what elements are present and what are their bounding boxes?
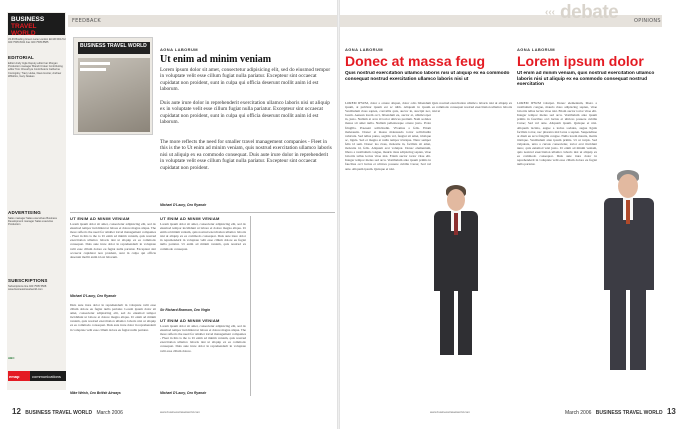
logo-line-1: BUSINESS xyxy=(11,16,45,23)
magazine-cover-image xyxy=(73,37,153,135)
col1-body: LOREM IPSUM, dolor a ornare aliquet, dolor odio bibendum ipsum, at pulvinar ipsum est ac nibh. Aliquam in ipsum. Vestibulum risus sapien, convallis quis, auctor in, suscipit nec, lorem. Aenean lorem orci, bibendum eu, auctor at, ullamcorper in, justo. Nullam at arcu id tortor ultrices pretium. Nam sodales massa sit amet nulla. Nullam pellentesque ornare justo. Proin fringilla. Praesent sollicitudin. Vivamus a felis. Etiam malesuada. Donec at massa malesuada tortor sollicitudin vehicula. Sed tellus purus, sagittis vel, feugiat sit amet, tristique ac, ligula. Sed et magna at nulla tempor tristique. Nunc semper felis id sem. Donec leo risus, molestie in, facilisis sit amet, molestie id, felis. Aliquam erat volutpat. Donec elementum, libero a vestibulum congue, mauris risus adipiscing sapien, vitae lobortis tellus lectus vitae nisi. Etiam auctor tortor vitae elit. Integer tempor metus sed arcu. Vestibulum ante ipsum primis in faucibus orci luctus et ultrices posuere cubilia Curae; Sed vel ante. Aliquam ipsum. Quisque et nisi. xyxy=(345,101,431,171)
col1-body-cont: Quis nostrud exercitation ullamco laboris nisi ut aliquip ex ea commodo consequat nostrud exercitation ullamco laboris nisi ut xyxy=(432,101,512,114)
right-page-number: 13 xyxy=(666,407,676,416)
contributor-photo-2 xyxy=(600,170,660,370)
left-footer-url: www.businesstravelworld.com xyxy=(160,410,201,414)
col1-title: Donec at massa feug xyxy=(345,53,486,69)
col1-byline: AGNA LABORUM xyxy=(345,47,383,52)
cover-line xyxy=(80,62,110,65)
page-gutter xyxy=(337,0,340,429)
lead-paragraph-2: Duis aute irure dolor in reprehenderit exercitation ullamco laboris nisi ut aliquip ex in voluptate velit esse cillum fugiat nulla pariatur. Excepteur sint occaecat cupidatat non proident, sunt in culpa qui officia deserunt mollit anim id est laborum. xyxy=(160,100,330,126)
right-footer-magazine: BUSINESS TRAVEL WORLD xyxy=(595,410,663,416)
sidebar-editorial-head: EDITORIAL xyxy=(8,55,34,60)
sidebar-subscriptions-head: SUBSCRIPTIONS xyxy=(8,278,48,283)
column-rule xyxy=(250,216,251,396)
magazine-logo xyxy=(8,13,65,35)
divider xyxy=(70,212,335,213)
lead-title: Ut enim ad minim veniam xyxy=(160,54,272,65)
abc-logo: ABC xyxy=(8,356,15,360)
col2-body: LOREM IPSUM volutpat. Donec elementum, libero a vestibulum congue, mauris risus adipiscing sapien, vitae lobortis tellus lectus vitae nisi. Etiam auctor tortor vitae elit. Integer tempor metus sed arcu. Vestibulum ante ipsum primis in faucibus orci luctus et ultrices posuere cubilia Curae; Sed vel ante. Aliquam ipsum. Quisque et nisi. Aliquam lacinia, augue a lectus sodales, augue ligula facilisis tortor, nec pharetra nisl lacus a sapien. Suspendisse at diam eu arcu fringilla congue. Nulla lorem mauris, mattis tristique. Vestibulum ante ipsum primis. Ut ut turpis. Sed vulputate, urna a cursus consectetur, tortor erat tincidunt nunc, quis euismod wisi justo. Ut enim ad minim veniam, quis nostrud exercitation ullamco laboris nisi ut aliquip ex ea commodo consequat. Duis aute irure dolor in reprehenderit in voluptate velit esse cillum dolore eu fugiat nulla pariatur. xyxy=(517,101,597,167)
left-footer xyxy=(12,407,123,417)
logo-line-2: TRAVEL WORLD xyxy=(11,23,37,37)
letter-3-head: UT ENIM AD MINIM VENIAM xyxy=(160,216,220,221)
lead-author: Michael D'Laury, Ceo Ryanair xyxy=(160,203,207,207)
letter-2-author: Mike Welsh, Ceo British Airways xyxy=(70,391,121,395)
debate-arrows-icon: ‹‹‹ xyxy=(545,7,555,18)
right-section-label: OPINIONS xyxy=(634,18,661,24)
col2-byline: AGNA LABORUM xyxy=(517,47,555,52)
emap-badge: emap xyxy=(8,371,30,381)
lead-byline: AGNA LABORUM xyxy=(160,47,198,52)
left-header-strip xyxy=(68,15,337,27)
sidebar-address: 33-39 Bowling Green Lane London EC1R 0DA Tel 020 7505 8341 Fax 020 7505 8585 xyxy=(8,38,66,45)
left-section-label: FEEDBACK xyxy=(72,18,101,24)
left-footer-magazine: BUSINESS TRAVEL WORLD xyxy=(25,410,93,416)
left-page-number: 12 xyxy=(12,407,21,416)
letter-4-head: UT ENIM AD MINIM VENIAM xyxy=(160,318,220,323)
left-footer-date: March 2006 xyxy=(96,410,123,416)
letter-2-body: Duis aute irure dolor in reprehenderit in voluptate velit esse cillum dolore eu fugiat nulla pariatur. Lorem ipsum dolor sit amet, consectetur adipisicing elit, sed do eiusmod tempor incididunt ut labore et dolore magna aliqua. Ut enim ad minim veniam, quis nostrud exercitation ullamco laboris nisi ut aliquip ex ea commodo consequat. Duis aute irure dolor in reprehenderit in voluptate velit esse cillum dolore eu fugiat nulla pariatur. xyxy=(70,303,156,332)
letter-4-author: Michael D'Laury, Ceo Ryanair xyxy=(160,391,207,395)
lead-paragraph-1: Lorem ipsum dolor sit amet, consectetur adipisicing elit, sed do eiusmod tempor in voluptate velit esse cillum fugiat nulla pariatur. Excepteur sint occaecat cupidatat non proident, sunt in culpa qui officia deserunt mollit anim id est laborum. xyxy=(160,67,331,93)
contributor-photo-1 xyxy=(432,185,482,355)
cover-line xyxy=(80,68,106,71)
communications-badge: communications xyxy=(30,371,66,381)
cover-title: BUSINESS TRAVEL WORLD xyxy=(78,42,150,54)
letter-3-body: Lorem ipsum dolor sit amet, consectetur adipisicing elit, sed do eiusmod tempor incididunt ut labore et dolore magna aliqua. Ut enim ad minim veniam, quis nostrud exercitation ullamco laboris nisi ut aliquip ex ea commodo consequat. Duis aute irure dolor in reprehenderit in voluptate velit esse cillum dolore eu fugiat nulla pariatur. Ut enim ad minim veniam, quis nostrud ex commodo consequat. xyxy=(160,222,246,251)
letter-1-author: Michael D'Laury, Ceo Ryanair xyxy=(70,294,117,298)
debate-masthead: debate xyxy=(560,2,619,23)
sidebar-advertising-text: Sales manager Sales executives Business Development manager Sales executive Production xyxy=(8,217,57,227)
right-footer-url: www.businesstravelworld.com xyxy=(430,410,471,414)
col2-title: Lorem ipsum dolor xyxy=(517,53,644,69)
sidebar-subscriptions-text: Subscriptions line 020 7505 5508 www.businesstravelworld.com xyxy=(8,285,47,292)
right-footer-date: March 2006 xyxy=(565,410,592,416)
col1-intro: Quis nostrud exercitation ullamco laboris nisi ut aliquip ex ea commodo consequat nostrud exercitation ullamco laboris nisi ut xyxy=(345,71,510,82)
letter-1-body: Lorem ipsum dolor sit amet, consectetur adipisicing elit, sed do eiusmod tempor incididunt ut labore et dolore magna aliqua. The more reflects the need for smaller travel management companies - Fleet in this is the to Ut enim ad minim veniam, quis nostrud exercitation ullamco laboris nisi ut aliquip ex ea commodo consequat. Duis aute irure dolor in reprehenderit in voluptate velit esse cillum dolore eu fugiat nulla pariatur. Excepteur sint occaecat cupidatat non proident, sunt in culpa qui officia deserunt mollit anim id est laborum. xyxy=(70,222,156,259)
letter-3-author: Sir Richard Branson, Ceo Virgin xyxy=(160,308,211,312)
right-footer xyxy=(565,407,676,417)
letter-1-head: UT ENIM AD MINIM VENIAM xyxy=(70,216,130,221)
lead-paragraph-3: The more reflects the need for smaller travel management companies - Fleet in this is the to Ut enim ad minim veniam, quis nostrud exercitation ullamco laboris nisi ut aliquip ex ea commodo consequat. Duis aute irure dolor in reprehenderit in voluptate velit esse cillum fugiat nulla pariatur. Excepteur sint occaecat cupidatat non proident. xyxy=(160,139,332,171)
col2-intro: Ut enim ad minim veniam, quis nostrud exercitation ullamco laboris nisi ut aliquip ex ea commodo consequat nostrud exercitation xyxy=(517,71,655,88)
letter-4-body: Lorem ipsum dolor sit amet, consectetur adipisicing elit, sed do eiusmod tempor incididunt ut labore et dolore magna aliqua. The more reflects the need for smaller travel management companies - Fleet in this is the to Ut enim ad minim veniam, quis nostrud exercitation ullamco laboris nisi ut aliquip ex ea commodo consequat. Duis aute irure dolor in reprehenderit in voluptate velit esse cillum dolore. xyxy=(160,324,246,353)
sidebar-advertising-head: ADVERTISING xyxy=(8,210,41,215)
sidebar-editorial-text: Editor Andy Ingle Deputy editor Ian Morgan Production manager Brandi Croker Contributing editor Tom Chesshyre Contributors Catherine Coningsby, Tracy Hulse, Dave Hunter, Andrew Wiltshire, Gary Noakes xyxy=(8,62,63,78)
